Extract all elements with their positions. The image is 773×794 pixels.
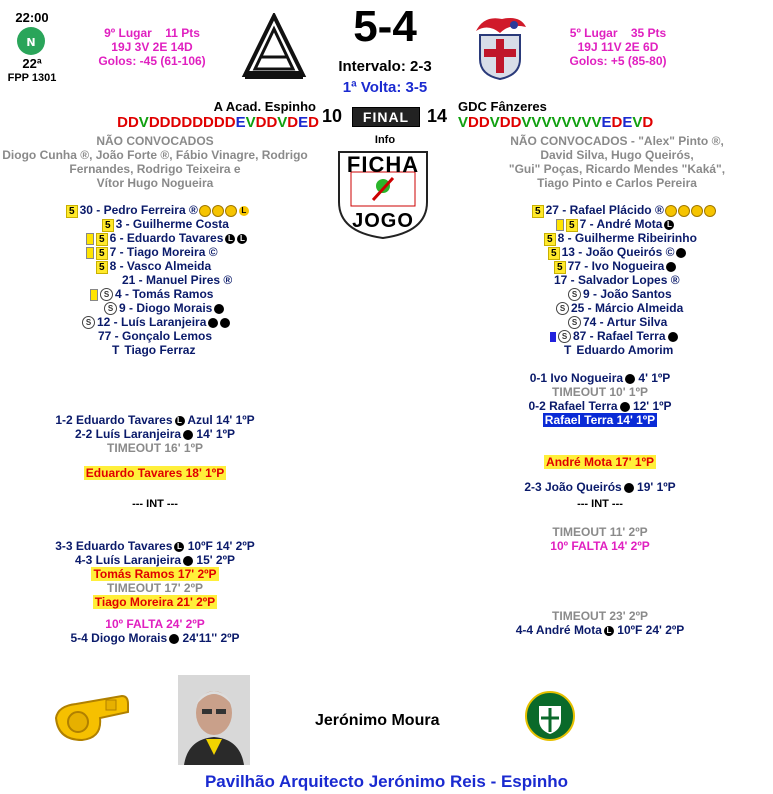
substitute-icon: S xyxy=(556,302,569,315)
event-text: 4-4 André Mota xyxy=(515,623,602,637)
position-badge: 5 xyxy=(554,261,566,274)
position-badge: 5 xyxy=(66,205,78,218)
event-row: 10º FALTA 24' 2ºP xyxy=(105,617,205,631)
event-row xyxy=(20,631,290,645)
substitute-icon: S xyxy=(558,330,571,343)
event-row xyxy=(20,539,290,553)
form-letter: D xyxy=(213,114,225,131)
away-not-called-title: NÃO CONVOCADOS - "Alex" Pinto ®, xyxy=(510,134,724,148)
whistle-icon xyxy=(50,690,132,748)
event-time: 4' 1ºP xyxy=(638,371,671,385)
goal-icon xyxy=(676,248,686,258)
event-time: 19' 1ºP xyxy=(637,480,676,494)
goal-icon: L xyxy=(174,542,184,552)
award-icon xyxy=(678,205,690,217)
away-not-called-line: David Silva, Hugo Queirós, xyxy=(540,148,694,162)
away-stats xyxy=(548,26,688,68)
form-letter: V xyxy=(632,114,643,131)
list-item[interactable] xyxy=(60,259,300,273)
award-icon xyxy=(225,205,237,217)
form-letter: D xyxy=(255,114,267,131)
form-letter: V xyxy=(571,114,582,131)
event-row: TIMEOUT 16' 1ºP xyxy=(107,441,203,455)
event-row xyxy=(480,623,720,637)
event-row xyxy=(20,553,290,567)
player-name: 13 - João Queirós © xyxy=(561,245,675,259)
away-events xyxy=(480,371,720,494)
home-not-called-line: Diogo Cunha ®, João Forte ®, Fábio Vinagre, Rodrigo xyxy=(2,148,308,162)
event-row: 10º FALTA 14' 2ºP xyxy=(550,539,650,553)
form-letter: V xyxy=(531,114,542,131)
final-score: 5-4 xyxy=(353,2,417,51)
substitute-icon: S xyxy=(104,302,117,315)
form-letter: D xyxy=(266,114,278,131)
goal-icon xyxy=(183,556,193,566)
list-item[interactable] xyxy=(60,301,300,315)
substitute-icon: S xyxy=(568,316,581,329)
award-icon xyxy=(704,205,716,217)
form-letter: V xyxy=(138,114,149,131)
home-players-count: 10 xyxy=(322,106,343,126)
form-letter: E xyxy=(622,114,633,131)
form-letter: V xyxy=(551,114,562,131)
away-not-called xyxy=(462,134,772,190)
referee-name: Jerónimo Moura xyxy=(315,712,440,729)
form-letter: V xyxy=(489,114,500,131)
form-letter: D xyxy=(192,114,204,131)
event-time: 10ºF 14' 2ºP xyxy=(187,539,255,553)
award-icon xyxy=(665,205,677,217)
away-points: 35 Pts xyxy=(630,26,667,40)
player-name: 8 - Vasco Almeida xyxy=(109,259,212,273)
away-interval: --- INT --- xyxy=(577,498,623,510)
event-time: 14' 1ºP xyxy=(196,427,235,441)
home-not-called-line: Fernandes, Rodrigo Teixeira e xyxy=(69,162,241,176)
position-badge: 5 xyxy=(532,205,544,218)
player-name: 7 - André Mota xyxy=(579,217,663,231)
yellow-card-icon xyxy=(86,233,94,245)
list-item[interactable] xyxy=(510,245,750,259)
home-not-called-title: NÃO CONVOCADOS xyxy=(96,134,214,148)
goal-icon xyxy=(620,402,630,412)
form-letter: D xyxy=(308,114,319,131)
player-name: 7 - Tiago Moreira © xyxy=(109,245,218,259)
player-name: 12 - Luís Laranjeira xyxy=(97,315,207,329)
form-letter: D xyxy=(224,114,236,131)
award-icon: L xyxy=(239,206,249,216)
position-badge: 5 xyxy=(548,247,560,260)
form-letter: V xyxy=(245,114,256,131)
goal-icon xyxy=(220,318,230,328)
list-item[interactable] xyxy=(60,245,300,259)
list-item[interactable] xyxy=(510,315,750,329)
player-name: 9 - Diogo Morais xyxy=(119,301,213,315)
goal-icon: L xyxy=(237,234,247,244)
away-not-called-line: Tiago Pinto e Carlos Pereira xyxy=(537,176,697,190)
event-row xyxy=(20,595,290,609)
list-item[interactable] xyxy=(510,217,750,231)
goal-icon xyxy=(624,483,634,493)
goal-icon: L xyxy=(604,626,614,636)
round-label: 22ª xyxy=(22,56,42,71)
away-team-name[interactable]: GDC Fânzeres xyxy=(458,99,547,114)
form-letter: V xyxy=(581,114,592,131)
player-name: 77 - Ivo Nogueira xyxy=(567,259,665,273)
form-letter: D xyxy=(478,114,490,131)
list-item[interactable] xyxy=(60,203,300,217)
event-row xyxy=(480,399,720,413)
form-letter: V xyxy=(591,114,602,131)
coach-icon: T xyxy=(564,343,572,357)
event-row xyxy=(480,371,720,385)
player-name: 17 - Salvador Lopes ® xyxy=(554,273,680,287)
form-letter: D xyxy=(181,114,193,131)
position-badge: 5 xyxy=(102,219,114,232)
award-icon xyxy=(691,205,703,217)
halftime-score: Intervalo: 2-3 xyxy=(338,58,432,75)
goal-icon xyxy=(208,318,218,328)
event-highlight: Rafael Terra 14' 1ºP xyxy=(544,413,656,427)
referee-photo xyxy=(178,675,250,765)
home-goals: Golos: -45 (61-106) xyxy=(98,54,206,68)
goal-icon xyxy=(666,262,676,272)
home-team-name[interactable]: A Acad. Espinho xyxy=(213,99,316,114)
goal-icon xyxy=(183,430,193,440)
event-row xyxy=(480,455,720,469)
form-letter: D xyxy=(611,114,623,131)
event-row xyxy=(20,466,290,480)
venue[interactable]: Pavilhão Arquitecto Jerónimo Reis - Espinho xyxy=(204,772,569,791)
event-text: 5-4 Diogo Morais xyxy=(70,631,168,645)
list-item[interactable] xyxy=(510,259,750,273)
event-highlight: Tomás Ramos 17' 2ºP xyxy=(93,567,217,581)
event-text: 2-3 João Queirós xyxy=(524,480,622,494)
event-row xyxy=(20,413,290,427)
player-name: 30 - Pedro Ferreira ® xyxy=(79,203,198,217)
player-name: 6 - Eduardo Tavares xyxy=(109,231,224,245)
form-letter: E xyxy=(298,114,309,131)
yellow-card-icon xyxy=(556,219,564,231)
position-badge: 5 xyxy=(544,233,556,246)
info-link[interactable]: Info xyxy=(374,134,396,146)
position-badge: 5 xyxy=(96,233,108,246)
position-badge: 5 xyxy=(566,219,578,232)
home-record: 19J 3V 2E 14D xyxy=(111,40,193,54)
form-letter: V xyxy=(561,114,572,131)
event-time: 10ºF 24' 2ºP xyxy=(617,623,685,637)
list-item[interactable] xyxy=(60,231,300,245)
form-letter: D xyxy=(127,114,139,131)
player-name: 25 - Márcio Almeida xyxy=(571,301,684,315)
away-form xyxy=(458,114,678,131)
list-item[interactable] xyxy=(510,203,750,217)
form-letter: D xyxy=(170,114,182,131)
home-crest[interactable] xyxy=(241,13,307,81)
list-item[interactable] xyxy=(510,273,750,287)
substitute-icon: S xyxy=(82,316,95,329)
award-icon xyxy=(212,205,224,217)
form-letter: E xyxy=(601,114,612,131)
event-row xyxy=(20,567,290,581)
association-badge xyxy=(525,688,575,744)
list-item[interactable] xyxy=(510,329,750,343)
yellow-card-icon xyxy=(90,289,98,301)
goal-icon xyxy=(668,332,678,342)
event-row xyxy=(480,413,720,427)
home-form xyxy=(101,114,319,131)
player-name: 9 - João Santos xyxy=(583,287,672,301)
list-item[interactable] xyxy=(60,343,300,357)
league-logo xyxy=(16,26,46,56)
list-item[interactable] xyxy=(510,301,750,315)
goal-icon: L xyxy=(664,220,674,230)
event-row: TIMEOUT 23' 2ºP xyxy=(552,609,648,623)
away-not-called-line: "Gui" Poças, Ricardo Mendes "Kaká", xyxy=(508,162,726,176)
form-letter: V xyxy=(541,114,552,131)
goal-icon xyxy=(214,304,224,314)
event-row: TIMEOUT 17' 2ºP xyxy=(107,581,203,595)
coach-name: Eduardo Amorim xyxy=(576,343,674,357)
event-time: 15' 2ºP xyxy=(196,553,235,567)
goal-icon: L xyxy=(175,416,185,426)
away-lineup xyxy=(510,203,750,357)
substitute-icon: S xyxy=(568,288,581,301)
coach-name: Tiago Ferraz xyxy=(124,343,196,357)
home-events xyxy=(20,413,290,480)
event-highlight: Tiago Moreira 21' 2ºP xyxy=(94,595,216,609)
event-time: 12' 1ºP xyxy=(632,399,672,413)
away-crest[interactable] xyxy=(470,13,530,81)
list-item[interactable] xyxy=(60,287,300,301)
away-position: 5º Lugar xyxy=(569,26,618,40)
away-record: 19J 11V 2E 6D xyxy=(577,40,659,54)
home-events-2 xyxy=(20,539,290,645)
list-item[interactable] xyxy=(510,343,750,357)
event-time: Azul 14' 1ºP xyxy=(187,413,255,427)
blue-card-icon xyxy=(550,332,556,342)
list-item[interactable] xyxy=(510,287,750,301)
player-name: 3 - Guilherme Costa xyxy=(115,217,229,231)
event-row xyxy=(480,480,720,494)
form-letter: V xyxy=(458,114,469,131)
final-badge: FINAL xyxy=(352,107,420,127)
player-name: 77 - Gonçalo Lemos xyxy=(98,329,213,343)
player-name: 8 - Guilherme Ribeirinho xyxy=(557,231,697,245)
yellow-card-icon xyxy=(86,247,94,259)
goal-icon xyxy=(625,374,635,384)
list-item[interactable] xyxy=(510,231,750,245)
ficha-label: FICHA xyxy=(346,152,420,177)
home-points: 11 Pts xyxy=(165,26,200,40)
form-letter: D xyxy=(510,114,522,131)
form-letter: E xyxy=(235,114,246,131)
home-stats xyxy=(82,26,222,68)
position-badge: 5 xyxy=(96,247,108,260)
svg-text:N: N xyxy=(26,36,36,49)
form-letter: V xyxy=(277,114,288,131)
event-text: 1-2 Eduardo Tavares xyxy=(55,413,173,427)
event-text: 2-2 Luís Laranjeira xyxy=(75,427,182,441)
substitute-icon: S xyxy=(100,288,113,301)
away-events-2 xyxy=(480,525,720,637)
goal-icon xyxy=(169,634,179,644)
player-name: 74 - Artur Silva xyxy=(583,315,668,329)
event-text: 4-3 Luís Laranjeira xyxy=(75,553,182,567)
home-not-called xyxy=(0,134,310,190)
form-letter: V xyxy=(521,114,532,131)
form-letter: D xyxy=(203,114,214,131)
jogo-label: JOGO xyxy=(352,210,414,232)
position-badge: 5 xyxy=(96,261,108,274)
form-letter: D xyxy=(468,114,479,131)
away-players-count: 14 xyxy=(427,106,448,126)
match-time: 22:00 xyxy=(15,10,49,25)
competition-code: FPP 1301 xyxy=(7,72,57,84)
event-text: 0-1 Ivo Nogueira xyxy=(529,371,624,385)
player-name: 27 - Rafael Plácido ® xyxy=(545,203,664,217)
form-letter: D xyxy=(117,114,128,131)
list-item[interactable] xyxy=(60,315,300,329)
list-item[interactable] xyxy=(60,217,300,231)
home-interval: --- INT --- xyxy=(132,498,178,510)
event-row: TIMEOUT 10' 1ºP xyxy=(552,385,648,399)
goal-icon: L xyxy=(225,234,235,244)
event-time: 24'11'' 2ºP xyxy=(182,631,240,645)
player-name: 87 - Rafael Terra xyxy=(573,329,666,343)
player-name: 4 - Tomás Ramos xyxy=(115,287,214,301)
home-position: 9º Lugar xyxy=(104,26,152,40)
award-icon xyxy=(199,205,211,217)
home-lineup xyxy=(60,203,300,357)
form-letter: D xyxy=(499,114,511,131)
event-highlight: Eduardo Tavares 18' 1ºP xyxy=(85,466,225,480)
coach-icon: T xyxy=(112,343,120,357)
event-text: 3-3 Eduardo Tavares xyxy=(55,539,173,553)
away-goals: Golos: +5 (85-80) xyxy=(569,54,667,68)
form-letter: D xyxy=(159,114,171,131)
home-not-called-line: Vítor Hugo Nogueira xyxy=(96,176,214,190)
player-name: 21 - Manuel Pires ® xyxy=(122,273,233,287)
form-letter: D xyxy=(287,114,299,131)
list-item[interactable] xyxy=(60,273,300,287)
form-letter: D xyxy=(148,114,160,131)
event-text: 0-2 Rafael Terra xyxy=(528,399,618,413)
event-row xyxy=(20,427,290,441)
first-leg-score: 1ª Volta: 3-5 xyxy=(342,79,428,96)
event-row: TIMEOUT 11' 2ºP xyxy=(552,525,648,539)
form-letter: D xyxy=(642,114,654,131)
list-item[interactable] xyxy=(60,329,300,343)
event-highlight: André Mota 17' 1ºP xyxy=(546,455,654,469)
ficha-jogo-button[interactable] xyxy=(333,148,433,240)
